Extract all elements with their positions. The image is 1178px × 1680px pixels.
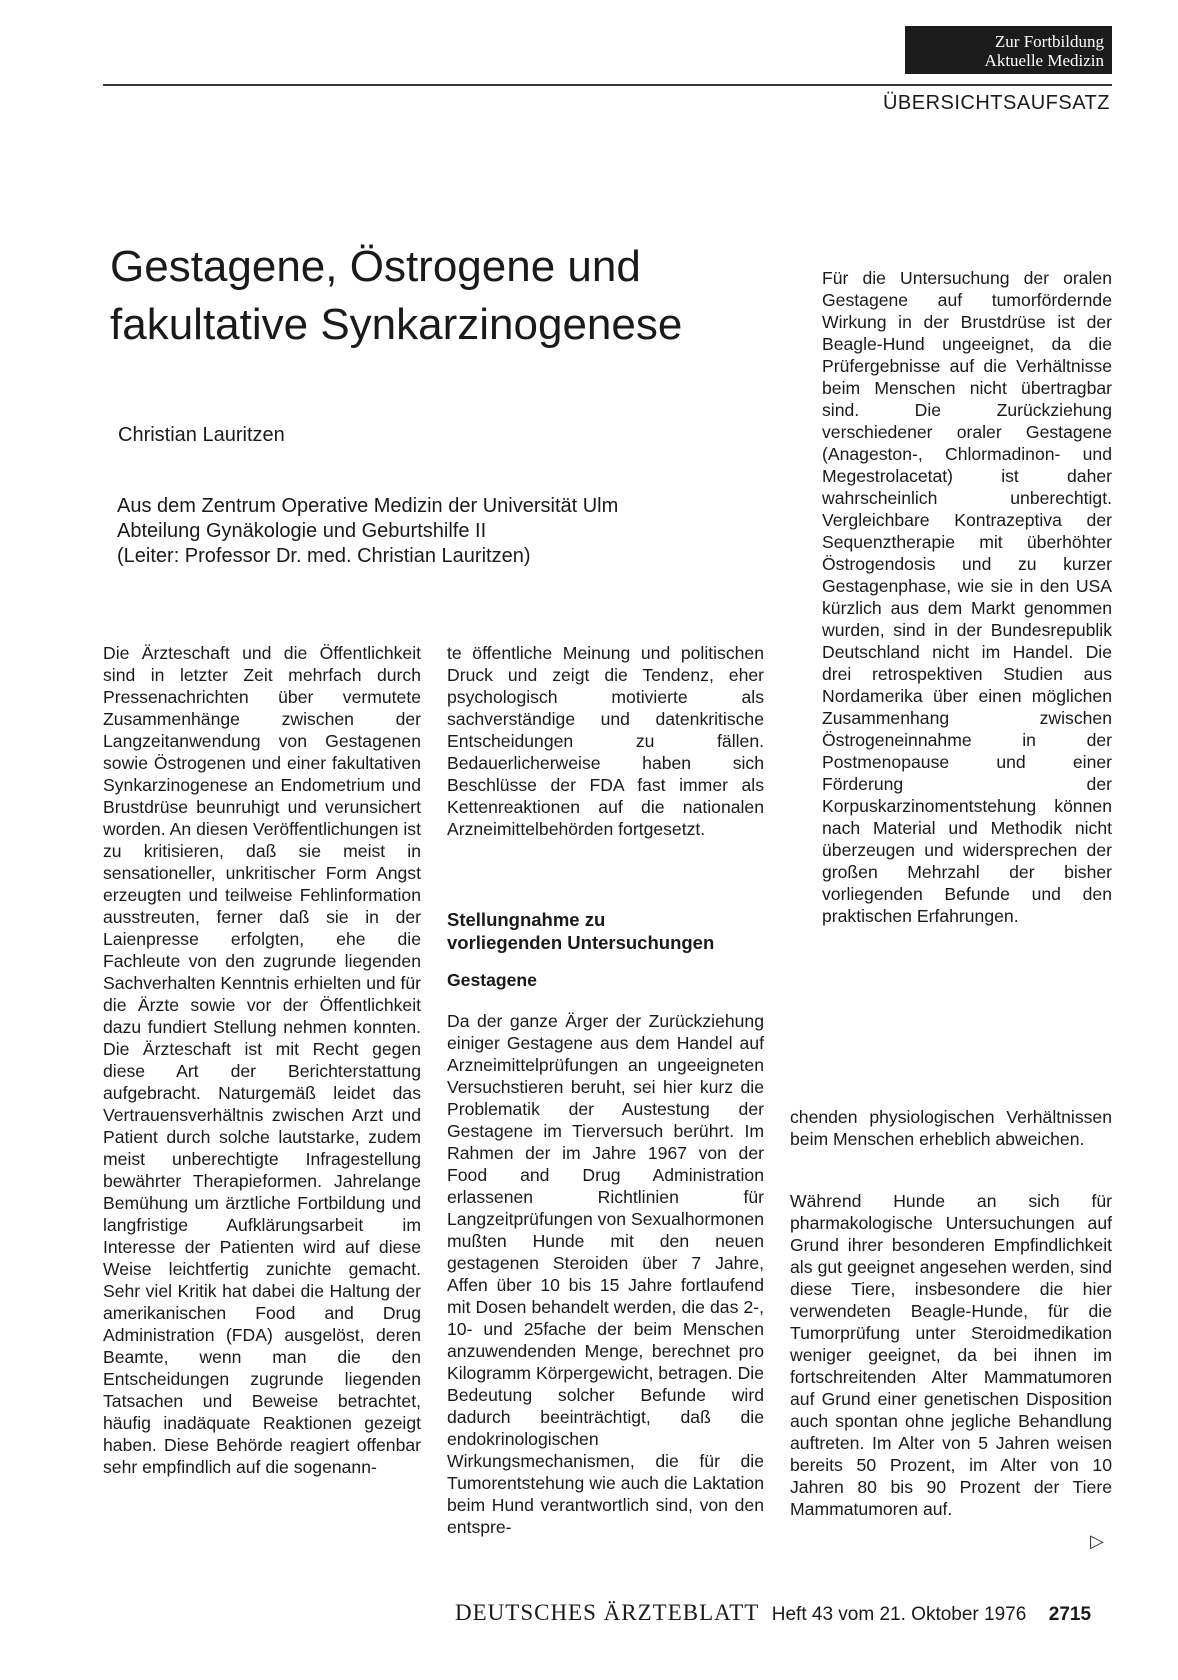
page-footer [455, 1600, 1091, 1626]
header-rule [103, 84, 1112, 86]
continue-arrow-icon: ▷ [1090, 1531, 1104, 1551]
author-name: Christian Lauritzen [118, 424, 285, 446]
paragraph-continuation: chenden physiologischen Verhältnissen beim Menschen erheblich abweichen. [790, 1107, 1112, 1149]
paragraph-gestagene: Da der ganze Ärger der Zurückziehung einiger Gestagene aus dem Handel auf Arzneimittelprüfungen an ungeeigneten Versuchstieren beruht, sei hier kurz die Problematik der Austestung der Gestagene im Tierversuch berührt. Im Rahmen der im Jahre 1967 von der Food and Drug Administration erlassenen Richtlinien für Langzeitprüfungen von Sexualhormonen mußten Hunde mit den neuen gestagenen Steroiden über 7 Jahre, Affen über 10 bis 15 Jahre fortlaufend mit Dosen behandelt werden, die das 2-, 10- und 25fache der beim Menschen anzuwendenden Menge, berechnet pro Kilogramm Körpergewicht, betragen. Die Bedeutung solcher Befunde wird dadurch beeinträchtigt, daß die endokrinologischen Wirkungsmechanismen, die für die Tumorentstehung wie auch die Laktation beim Hund verantwortlich sind, von den entspre- [447, 1011, 764, 1537]
page-number: 2715 [1048, 1604, 1092, 1625]
badge-line-1: Zur Fortbildung [994, 32, 1104, 51]
journal-name: DEUTSCHES ÄRZTEBLATT [455, 1600, 760, 1625]
body-column-2-bottom [447, 1010, 764, 1538]
section-heading [447, 908, 764, 954]
section-label: ÜBERSICHTSAUFSATZ [882, 92, 1110, 114]
paragraph-intro: Die Ärzteschaft und die Öffentlichkeit sind in letzter Zeit mehrfach durch Pressenachrichten über vermutete Zusammenhänge zwischen der Langzeitanwendung von Gestagenen sowie Östrogenen und einer fakultativen Synkarzinogenese an Endometrium und Brustdrüse beunruhigt und verunsichert worden. An diesen Veröffentlichungen ist zu kritisieren, daß sie meist in sensationeller, unkritischer Form Angst erzeugten und teilweise Fehlinformation ausstreuten, ferner daß sie in der Laienpresse erfolgten, ehe die Fachleute von den zugrunde liegenden Sachverhalten Kenntnis erhielten und für die Ärzte sowie vor der Öffentlichkeit dazu fundiert Stellung nehmen konnten. Die Ärzteschaft ist mit Recht gegen diese Art der Berichterstattung aufgebracht. Naturgemäß leidet das Vertrauensverhältnis zwischen Arzt und Patient durch solche lautstarke, zudem meist unberechtigte Infragestellung bewährter Therapieformen. Jahrelange Bemühung um ärztliche Fortbildung und langfristige Aufklärungsarbeit im Interesse der Patienten wird auf diese Weise leichtfertig zunichte gemacht. Sehr viel Kritik hat dabei die Haltung der amerikanischen Food and Drug Administration (FDA) ausgelöst, deren Beamte, wenn man die den Entscheidungen zugrunde liegenden Tatsachen und Beweise betrachtet, häufig inadäquate Reaktionen gezeigt haben. Diese Behörde reagiert offenbar sehr empfindlich auf die sogenann- [103, 643, 421, 1477]
body-column-3-top [822, 267, 1112, 927]
body-column-1 [103, 642, 421, 1478]
badge-line-2: Aktuelle Medizin [984, 51, 1104, 70]
body-column-3-continuation [790, 1106, 1112, 1150]
affiliation-line-3: (Leiter: Professor Dr. med. Christian Lauritzen) [117, 545, 531, 567]
affiliation [117, 494, 618, 569]
body-column-3-bottom [790, 1190, 1112, 1520]
title-line-1: Gestagene, Östrogene und [110, 242, 641, 291]
title-line-2: fakultative Synkarzinogenese [110, 300, 683, 349]
paragraph-fda: te öffentliche Meinung und politischen Druck und zeigt die Tendenz, eher psychologisch motivierte als sachverständige und datenkritische Entscheidungen zu fällen. Bedauerlicherweise haben sich Beschlüsse der FDA fast immer als Kettenreaktionen auf die nationalen Arzneimittelbehörden fortgesetzt. [447, 643, 764, 839]
article-title [110, 238, 730, 354]
body-column-2-top [447, 642, 764, 840]
category-badge [905, 26, 1112, 74]
subsection-heading: Gestagene [447, 970, 537, 990]
paragraph-summary: Für die Untersuchung der oralen Gestagene auf tumorfördernde Wirkung in der Brustdrüse ist der Beagle-Hund ungeeignet, da die Prüfergebnisse auf die Verhältnisse beim Menschen nicht übertragbar sind. Die Zurückziehung verschiedener oraler Gestagene (Anageston-, Chlormadinon- und Megestrolacetat) ist daher wahrscheinlich unberechtigt. Vergleichbare Kontrazeptiva der Sequenztherapie mit überhöhter Östrogendosis und zu kurzer Gestagenphase, wie sie in den USA kürzlich aus dem Markt genommen wurden, sind in der Bundesrepublik Deutschland nicht im Handel. Die drei retrospektiven Studien aus Nordamerika über einen möglichen Zusammenhang zwischen Östrogeneinnahme in der Postmenopause und einer Förderung der Korpuskarzinomentstehung können nach Material und Methodik nicht überzeugen und widersprechen der großen Mehrzahl der bisher vorliegenden Befunde und den praktischen Erfahrungen. [822, 268, 1112, 926]
paragraph-beagle: Während Hunde an sich für pharmakologische Untersuchungen auf Grund ihrer besonderen Empfindlichkeit als gut geeignet angesehen werden, sind diese Tiere, insbesondere die hier verwendeten Beagle-Hunde, für die Tumorprüfung unter Steroidmedikation weniger geeignet, da bei ihnen im fortschreitenden Alter Mammatumoren auf Grund einer genetischen Disposition auch spontan ohne jegliche Behandlung auftreten. Im Alter von 5 Jahren weisen bereits 50 Prozent, im Alter von 10 Jahren 80 bis 90 Prozent der Tiere Mammatumoren auf. [790, 1191, 1112, 1519]
affiliation-line-2: Abteilung Gynäkologie und Geburtshilfe II [117, 520, 487, 542]
affiliation-line-1: Aus dem Zentrum Operative Medizin der Universität Ulm [117, 495, 619, 517]
issue-info: Heft 43 vom 21. Oktober 1976 [771, 1604, 1027, 1625]
section-heading-line-1: Stellungnahme zu [447, 909, 606, 930]
section-heading-line-2: vorliegenden Untersuchungen [447, 932, 715, 953]
